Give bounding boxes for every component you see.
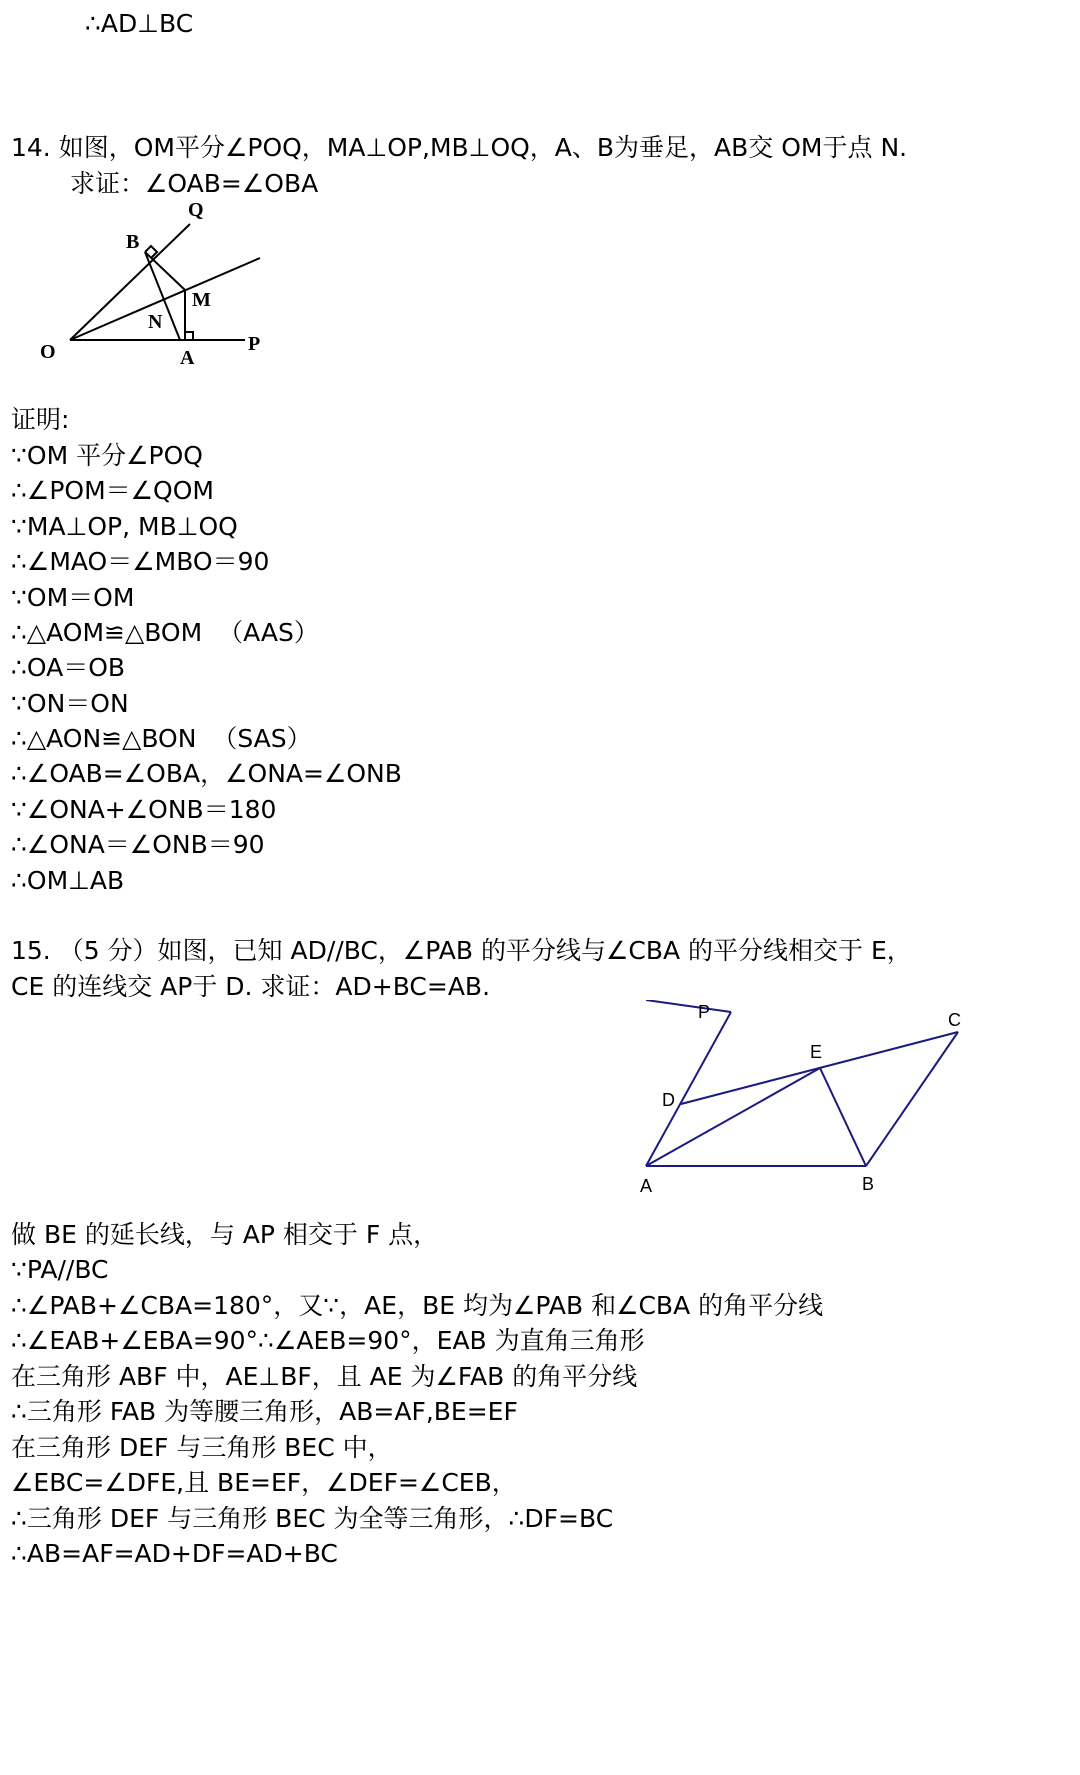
q14-proof-line-0: 证明: (11, 405, 70, 434)
q15-proof-line-9: ∴AB=AF=AD+DF=AD+BC (11, 1539, 338, 1568)
label-D: D (662, 1090, 675, 1110)
q15-proof-line-6: 在三角形 DEF 与三角形 BEC 中， (11, 1433, 393, 1462)
q14-figure (30, 200, 310, 380)
label-P: P (698, 1002, 711, 1022)
q14-proof-line-1: ∵OM 平分∠POQ (11, 441, 203, 470)
q14-proof-line-9: ∴△AON≌△BON （SAS） (11, 724, 312, 753)
segment-EB (820, 1068, 866, 1166)
q14-statement: 14. 如图，OM平分∠POQ，MA⊥OP,MB⊥OQ，A、B为垂足，AB交 OM于点 N. (11, 133, 908, 162)
q14-prove-goal: 求证：∠OAB=∠OBA (70, 169, 319, 198)
q14-proof-line-7: ∴OA＝OB (11, 653, 126, 682)
q14-proof-line-8: ∵ON＝ON (11, 689, 129, 718)
q14-proof-line-6: ∴△AOM≌△BOM （AAS） (11, 618, 319, 647)
q15-proof-line-1: ∵PA//BC (11, 1255, 109, 1284)
label-B: B (126, 231, 140, 253)
q14-proof-line-10: ∴∠OAB=∠OBA，∠ONA=∠ONB (11, 759, 402, 788)
label-A: A (180, 347, 195, 369)
q14-proof-line-13: ∴OM⊥AB (11, 866, 125, 895)
q15-proof-line-7: ∠EBC=∠DFE,且 BE=EF，∠DEF=∠CEB， (11, 1468, 517, 1497)
q15-proof-line-2: ∴∠PAB+∠CBA=180°，又∵，AE，BE 均为∠PAB 和∠CBA 的角平分线 (11, 1291, 824, 1320)
label-M: M (192, 289, 211, 311)
q14-proof-line-5: ∵OM＝OM (11, 583, 135, 612)
label-C: C (948, 1010, 961, 1030)
q15-proof-line-3: ∴∠EAB+∠EBA=90°∴∠AEB=90°，EAB 为直角三角形 (11, 1326, 645, 1355)
previous-proof-conclusion: ∴AD⊥BC (85, 9, 194, 38)
q15-statement: 15. （5 分）如图，已知 AD//BC，∠PAB 的平分线与∠CBA 的平分线相交于 E， (11, 936, 912, 965)
label-B: B (862, 1174, 875, 1194)
label-Q: Q (188, 200, 204, 221)
q14-proof-line-2: ∴∠POM＝∠QOM (11, 476, 214, 505)
right-angle-A (185, 332, 193, 340)
label-N: N (148, 311, 163, 333)
q14-proof-line-4: ∴∠MAO＝∠MBO＝90 (11, 547, 270, 576)
q15-proof-line-5: ∴三角形 FAB 为等腰三角形，AB=AF,BE=EF (11, 1397, 518, 1426)
q15-proof-line-8: ∴三角形 DEF 与三角形 BEC 为全等三角形，∴DF=BC (11, 1504, 614, 1533)
label-A: A (640, 1176, 653, 1196)
q14-proof-line-12: ∴∠ONA＝∠ONB＝90 (11, 830, 265, 859)
q14-proof-line-3: ∵MA⊥OP, MB⊥OQ (11, 512, 238, 541)
label-P: P (248, 333, 261, 355)
q15-proof-line-0: 做 BE 的延长线，与 AP 相交于 F 点， (11, 1220, 439, 1249)
ray-AP (646, 1000, 731, 1012)
q14-proof-line-11: ∵∠ONA+∠ONB＝180 (11, 795, 277, 824)
q15-prove-goal: CE 的连线交 AP于 D. 求证：AD+BC=AB. (11, 972, 491, 1001)
q15-proof-line-4: 在三角形 ABF 中，AE⊥BF，且 AE 为∠FAB 的角平分线 (11, 1362, 638, 1391)
label-O: O (40, 341, 56, 363)
q15-figure (640, 1000, 980, 1220)
label-E: E (810, 1042, 823, 1062)
